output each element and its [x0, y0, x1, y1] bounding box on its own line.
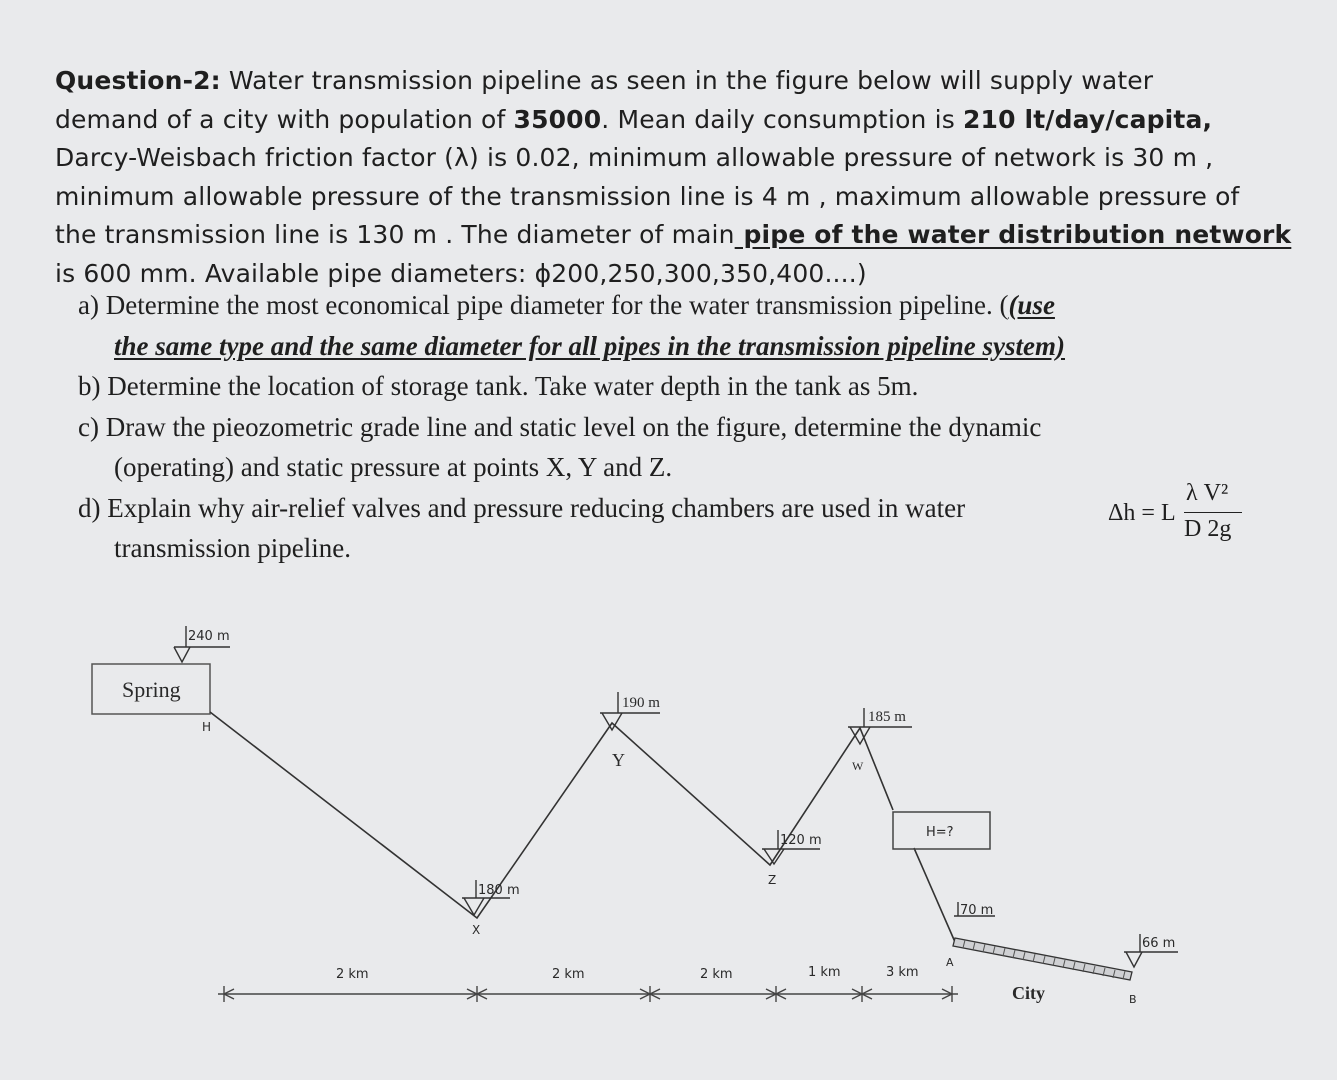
pipeline-profile: [210, 712, 893, 918]
y-elev: 190 m: [622, 695, 660, 711]
z-label: Z: [768, 873, 777, 887]
formula-numerator: λ V²: [1186, 480, 1229, 506]
h-label: H: [202, 720, 212, 734]
part-b: b) Determine the location of storage tank. Take water depth in the tank as 5m.: [78, 371, 919, 401]
dist-label-3: 2 km: [700, 967, 733, 982]
population-value: 35000: [513, 104, 602, 134]
x-label: X: [472, 923, 481, 937]
question-line3: Darcy-Weisbach friction factor (λ) is 0.02, minimum allowable pressure of network is 30 m ,: [55, 143, 1214, 172]
formula-fraction-bar: [1184, 512, 1242, 513]
x-elev: 180 m: [478, 883, 520, 898]
spring-label: Spring: [122, 677, 181, 702]
formula-denominator: D 2g: [1184, 516, 1232, 542]
b-elev: 66 m: [1142, 936, 1176, 951]
darcy-formula: [1108, 480, 1248, 550]
dist-label-5: 3 km: [886, 965, 919, 980]
question-label: Question-2:: [55, 66, 221, 95]
question-line2b: . Mean daily consumption is: [601, 104, 963, 134]
part-d-cont: transmission pipeline.: [114, 533, 351, 563]
a-label: A: [946, 956, 954, 969]
tank-label: H=?: [926, 825, 954, 840]
pipe-to-tank: [914, 848, 955, 942]
city-label: City: [1012, 983, 1045, 1003]
formula-lhs: Δh = L: [1108, 500, 1176, 526]
distance-axis: [218, 986, 958, 1002]
z-elev: 120 m: [780, 833, 822, 848]
question-line1: Water transmission pipeline as seen in the figure below will supply water: [220, 66, 1154, 95]
dist-label-4: 1 km: [808, 965, 841, 980]
part-a: a) Determine the most economical pipe diameter for the water transmission pipeline. (: [78, 290, 1009, 320]
part-c-cont: (operating) and static pressure at points X, Y and Z.: [114, 452, 673, 482]
question-parts: [78, 285, 1218, 569]
question-line5a: the transmission line is 130 m . The diameter of main: [55, 220, 735, 249]
y-label: Y: [612, 750, 625, 770]
part-d: d) Explain why air-relief valves and pressure reducing chambers are used in water: [78, 492, 966, 523]
consumption-value: 210 lt/day/capita,: [963, 104, 1213, 134]
dist-label-2: 2 km: [552, 967, 585, 982]
question-line2a: demand of a city with population of: [55, 104, 514, 134]
part-a-cont: the same type and the same diameter for all pipes in the transmission pipeline system): [114, 330, 1065, 361]
part-a-use: (use: [1008, 290, 1055, 320]
w-label: W: [852, 759, 864, 773]
question-text: [55, 62, 1292, 293]
pipeline-diagram: [0, 600, 1337, 1080]
w-elev: 185 m: [868, 709, 906, 725]
question-line6: is 600 mm. Available pipe diameters: ϕ200,250,300,350,400....): [55, 258, 867, 288]
part-c: c) Draw the pieozometric grade line and static level on the figure, determine the dynamic: [78, 411, 1042, 442]
spring-elev: 240 m: [188, 629, 230, 644]
b-label: B: [1129, 993, 1137, 1006]
a-elev: 70 m: [960, 903, 994, 918]
dist-label-1: 2 km: [336, 967, 369, 982]
city-main-pipe: [953, 938, 1132, 980]
question-line5b: pipe of the water distribution network: [734, 220, 1292, 249]
question-line4: minimum allowable pressure of the transmission line is 4 m , maximum allowable pressure of: [55, 181, 1240, 211]
